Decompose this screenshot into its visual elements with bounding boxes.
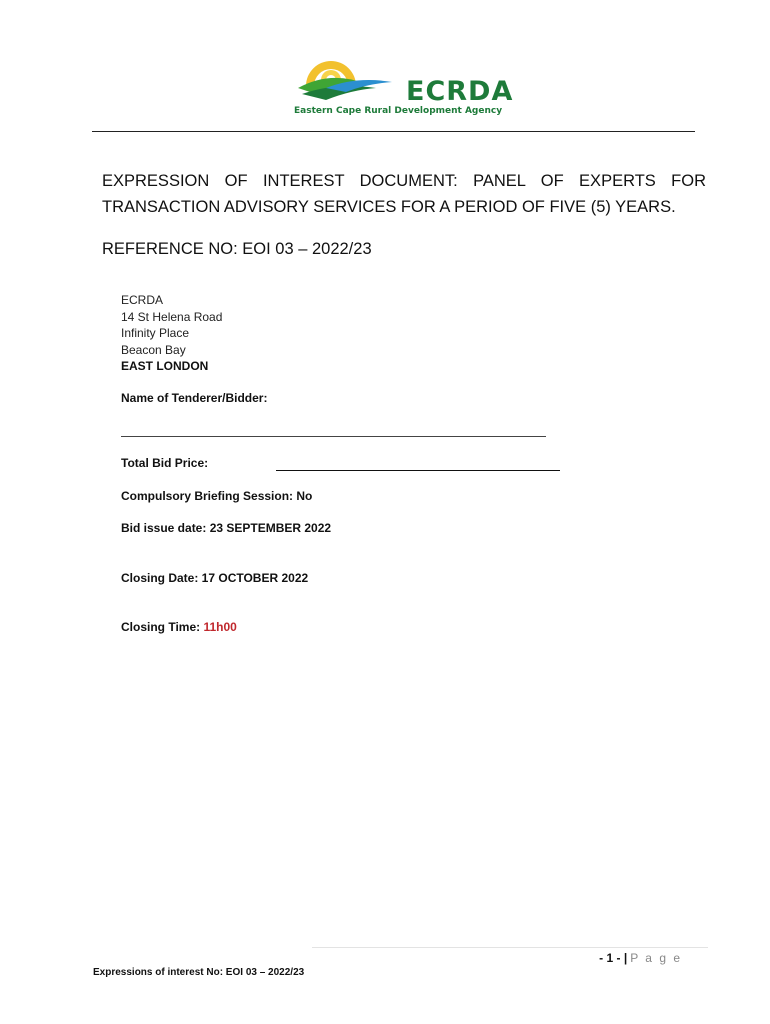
briefing-session: Compulsory Briefing Session: No [121, 489, 313, 503]
bid-issue-date: Bid issue date: 23 SEPTEMBER 2022 [121, 521, 332, 535]
address-line: Beacon Bay [121, 342, 186, 357]
reference-number: REFERENCE NO: EOI 03 – 2022/23 [102, 240, 372, 258]
sun-landscape-icon [296, 48, 406, 108]
footer-divider [312, 947, 708, 948]
tenderer-name-line [121, 436, 546, 437]
closing-time [121, 620, 237, 634]
header-divider [92, 131, 695, 132]
tenderer-label: Name of Tenderer/Bidder: [121, 391, 268, 405]
address-line: 14 St Helena Road [121, 309, 223, 324]
page-word: P a g e [630, 951, 682, 965]
page-number [599, 951, 682, 965]
address-line: ECRDA [121, 293, 164, 307]
address-city: EAST LONDON [121, 359, 209, 374]
footer-doc-reference: Expressions of interest No: EOI 03 – 2022/23 [93, 967, 305, 978]
closing-time-value: 11h00 [203, 620, 237, 634]
logo-wordmark: ECRDA [406, 76, 514, 107]
logo-subtitle: Eastern Cape Rural Development Agency [294, 106, 503, 116]
page-number-value: - 1 - | [599, 951, 628, 965]
ecrda-logo [294, 48, 514, 120]
bid-price-line [276, 470, 560, 471]
address-block [121, 292, 222, 375]
document-title: EXPRESSION OF INTEREST DOCUMENT: PANEL OF EXPERTS FOR TRANSACTION ADVISORY SERVICES FOR A PERIOD OF FIVE (5) YEARS. [102, 172, 706, 216]
closing-date: Closing Date: 17 OCTOBER 2022 [121, 571, 309, 585]
address-line: Infinity Place [121, 326, 190, 341]
closing-time-label: Closing Time: [121, 620, 204, 634]
bid-price-label: Total Bid Price: [121, 456, 209, 470]
